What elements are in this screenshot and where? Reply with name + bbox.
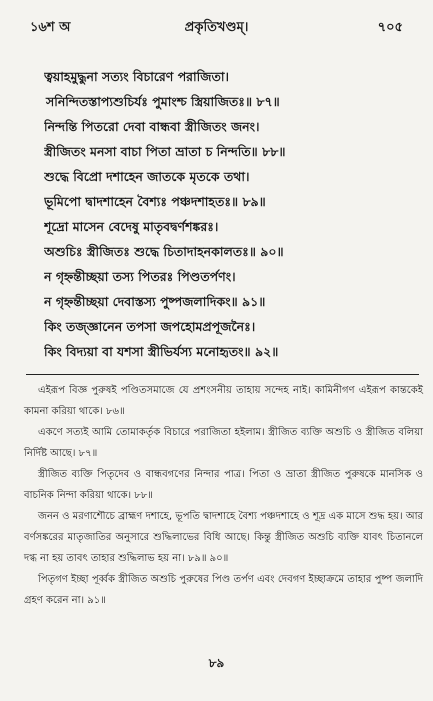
- verse-line: ন গৃহ্নন্তীচ্ছয়া তস্য পিতরঃ পিণ্ডতর্পণং।: [44, 269, 236, 284]
- bengali-commentary: [24, 380, 423, 611]
- commentary-paragraph: স্ত্রীজিত ব্যক্তি পিতৃদেব ও বান্ধবগণের নিন্দার পাত্র। পিতা ও ভ্রাতা স্ত্রীজিত পুরুষকে মানসিক ও বাচনিক নিন্দা করিয়া থাকে। ৮৮॥: [24, 469, 423, 501]
- verse-line: ভূমিপো দ্বাদশাহেন বৈশ্যঃ পঞ্চদশাহতঃ॥ ৮৯॥: [44, 194, 266, 209]
- commentary-paragraph: একণে সত্যই আমি তোমাকর্তৃক বিচারে পরাজিতা হইলাম। স্ত্রীজিত ব্যক্তি অশুচি ও স্ত্রীজিত বলিয়া নির্দিষ্ট আছে। ৮৭॥: [24, 427, 423, 459]
- verse-line: ত্বয়াহমুদ্ধুনা সত্যং বিচারেণ পরাজিতা।: [44, 69, 229, 84]
- commentary-paragraph: পিতৃগণ ইচ্ছা পূর্ব্বক স্ত্রীজিত অশুচি পুরুষের পিণ্ড তর্পণ এবং দেবগণ ইচ্ছাক্রমে তাহার পুষ্প জলাদি গ্রহণ করেন না। ৯১॥: [24, 574, 423, 606]
- verse-line: সনিন্দিতস্তাপ্যশুচির্যঃ পুমাংশ্চ স্ত্রিয়াজিতঃ॥ ৮৭॥: [46, 94, 280, 109]
- verse-line: শুদ্ধে বিপ্রো দশাহেন জাতকে মৃতকে তথা।: [44, 169, 250, 184]
- page-title: প্রকৃতিখণ্ডম্‌।: [184, 20, 249, 35]
- verse-line: কিং তজ্জ্ঞানেন তপসা জপহোমপ্রপূজনৈঃ।: [44, 319, 256, 334]
- commentary-paragraph: এইরূপ বিজ্ঞ পুরুষই পণ্ডিতসমাজে যে প্রশংসনীয় তাহায় সন্দেহ নাই। কামিনীগণ এইরূপ কান্তকেই কামনা করিয়া থাকে। ৮৬॥: [24, 385, 423, 417]
- sanskrit-verses: [44, 64, 413, 364]
- page-number: ৭০৫: [377, 20, 403, 35]
- verse-line: স্ত্রীজিতং মনসা বাচা পিতা ভ্রাতা চ নিন্দতি॥ ৮৮॥: [44, 144, 286, 159]
- commentary-paragraph: জনন ও মরণাশৌচে ব্রাহ্মণ দশাহে, ভূপতি দ্বাদশাহে বৈশ্য পঞ্চদশাহে ও শূদ্র এক মাসে শুদ্ধ হয়। আর বর্ণসঙ্করের মাতৃজাতির অনুসারে শুদ্ধিলাভের বিধি আছে। কিন্তু স্ত্রীজিত অশুচি ব্যক্তি যাবৎ চিতানলে দগ্ধ না হয় তাবৎ তাহার শুদ্ধিলাভ হয় না। ৮৯॥ ৯০॥: [24, 511, 423, 564]
- chapter-number: ১৬শ অ: [30, 20, 71, 35]
- verse-line: ন গৃহ্নন্তীচ্ছয়া দেবাস্তস্য পুষ্পজলাদিকং॥ ৯১॥: [44, 294, 266, 309]
- section-divider: [26, 374, 419, 375]
- page-header: [0, 18, 433, 40]
- verse-line: অশুচিঃ স্ত্রীজিতঃ শুদ্ধে চিতাদাহনকালতঃ॥ ৯০॥: [44, 244, 284, 259]
- verse-line: কিং বিদ্যয়া বা যশসা স্ত্রীভির্যস্য মনোহৃতং॥ ৯২॥: [44, 344, 279, 359]
- signature-mark: ৮৯: [208, 656, 225, 670]
- verse-line: শূদ্রো মাসেন বেদেষু মাতৃবদ্বর্ণশঙ্করঃ।: [44, 219, 219, 234]
- verse-line: নিন্দন্তি পিতরো দেবা বান্ধবা স্ত্রীজিতং জনং।: [44, 119, 260, 134]
